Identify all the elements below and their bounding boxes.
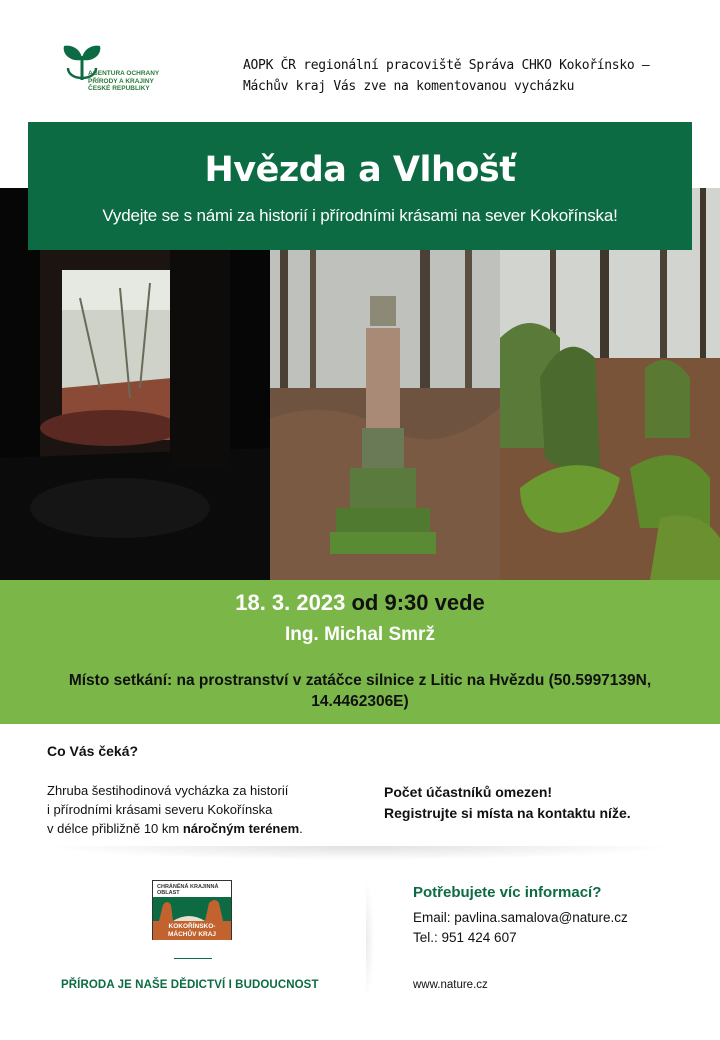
contact-email[interactable]: Email: pavlina.samalova@nature.cz xyxy=(413,910,628,925)
intro-line-2: Máchův kraj Vás zve na komentovanou vycházku xyxy=(243,79,575,94)
intro-text xyxy=(243,55,693,97)
logo-underline xyxy=(174,958,212,959)
chko-logo-emblem xyxy=(153,897,231,921)
aopk-logo-line: PŘÍRODY A KRAJINY xyxy=(88,77,154,85)
event-time: od 9:30 vede xyxy=(351,590,485,615)
contact-phone[interactable]: Tel.: 951 424 607 xyxy=(413,930,517,945)
chko-logo-top-line: OBLAST xyxy=(157,890,180,896)
aopk-logo-line: ČESKÉ REPUBLIKY xyxy=(88,85,150,92)
chko-logo-top-line: CHRÁNĚNÁ KRAJINNÁ xyxy=(157,884,219,890)
event-title: Hvězda a Vlhošť xyxy=(204,150,516,190)
what-line-2: i přírodními krásami severu Kokořínska xyxy=(47,802,273,817)
event-date: 18. 3. 2023 xyxy=(235,590,346,615)
vertical-divider xyxy=(366,880,374,1000)
participants-limit xyxy=(384,782,704,824)
what-line-3 xyxy=(47,819,367,838)
limit-line-2: Registrujte si místa na kontaktu níže. xyxy=(384,805,631,821)
what-description xyxy=(47,781,367,838)
meeting-line-2: 14.4462306E) xyxy=(311,693,409,710)
aopk-logo-line: AGENTURA OCHRANY xyxy=(88,70,160,77)
what-heading: Co Vás čeká? xyxy=(47,743,139,759)
meeting-place xyxy=(0,670,720,712)
event-subtitle: Vydejte se s námi za historií i přírodními krásami na sever Kokořínska! xyxy=(102,206,618,225)
motto: PŘÍRODA JE NAŠE DĚDICTVÍ I BUDOUCNOST xyxy=(61,979,319,991)
aopk-logo xyxy=(56,40,166,100)
rock-icon xyxy=(153,897,231,921)
limit-line-1: Počet účastníků omezen! xyxy=(384,784,553,800)
chko-logo-name-line: KOKOŘÍNSKO- xyxy=(168,923,216,930)
event-leader: Ing. Michal Smrž xyxy=(285,624,435,645)
section-divider xyxy=(40,846,680,860)
what-line-3-start: v délce přibližně 10 km xyxy=(47,821,183,836)
chko-logo-top xyxy=(157,884,218,896)
intro-line-1: AOPK ČR regionální pracoviště Správa CHKO Kokořínsko – xyxy=(243,58,650,73)
chko-logo-name xyxy=(153,921,231,940)
date-line xyxy=(0,590,720,616)
chko-logo xyxy=(152,880,232,940)
event-details-band xyxy=(0,580,720,724)
what-line-1: Zhruba šestihodinová vycházka za historií xyxy=(47,783,289,798)
what-line-3-bold: náročným terénem xyxy=(182,821,300,836)
meeting-line-1: Místo setkání: na prostranství v zatáčce silnice z Litic na Hvězdu (50.5997139N, xyxy=(68,672,652,689)
title-banner xyxy=(28,122,692,250)
info-heading: Potřebujete víc informací? xyxy=(413,884,602,901)
chko-logo-name-line: MÁCHŮV KRAJ xyxy=(167,931,217,938)
what-line-3-end: . xyxy=(299,821,303,836)
website-link[interactable]: www.nature.cz xyxy=(413,979,488,991)
